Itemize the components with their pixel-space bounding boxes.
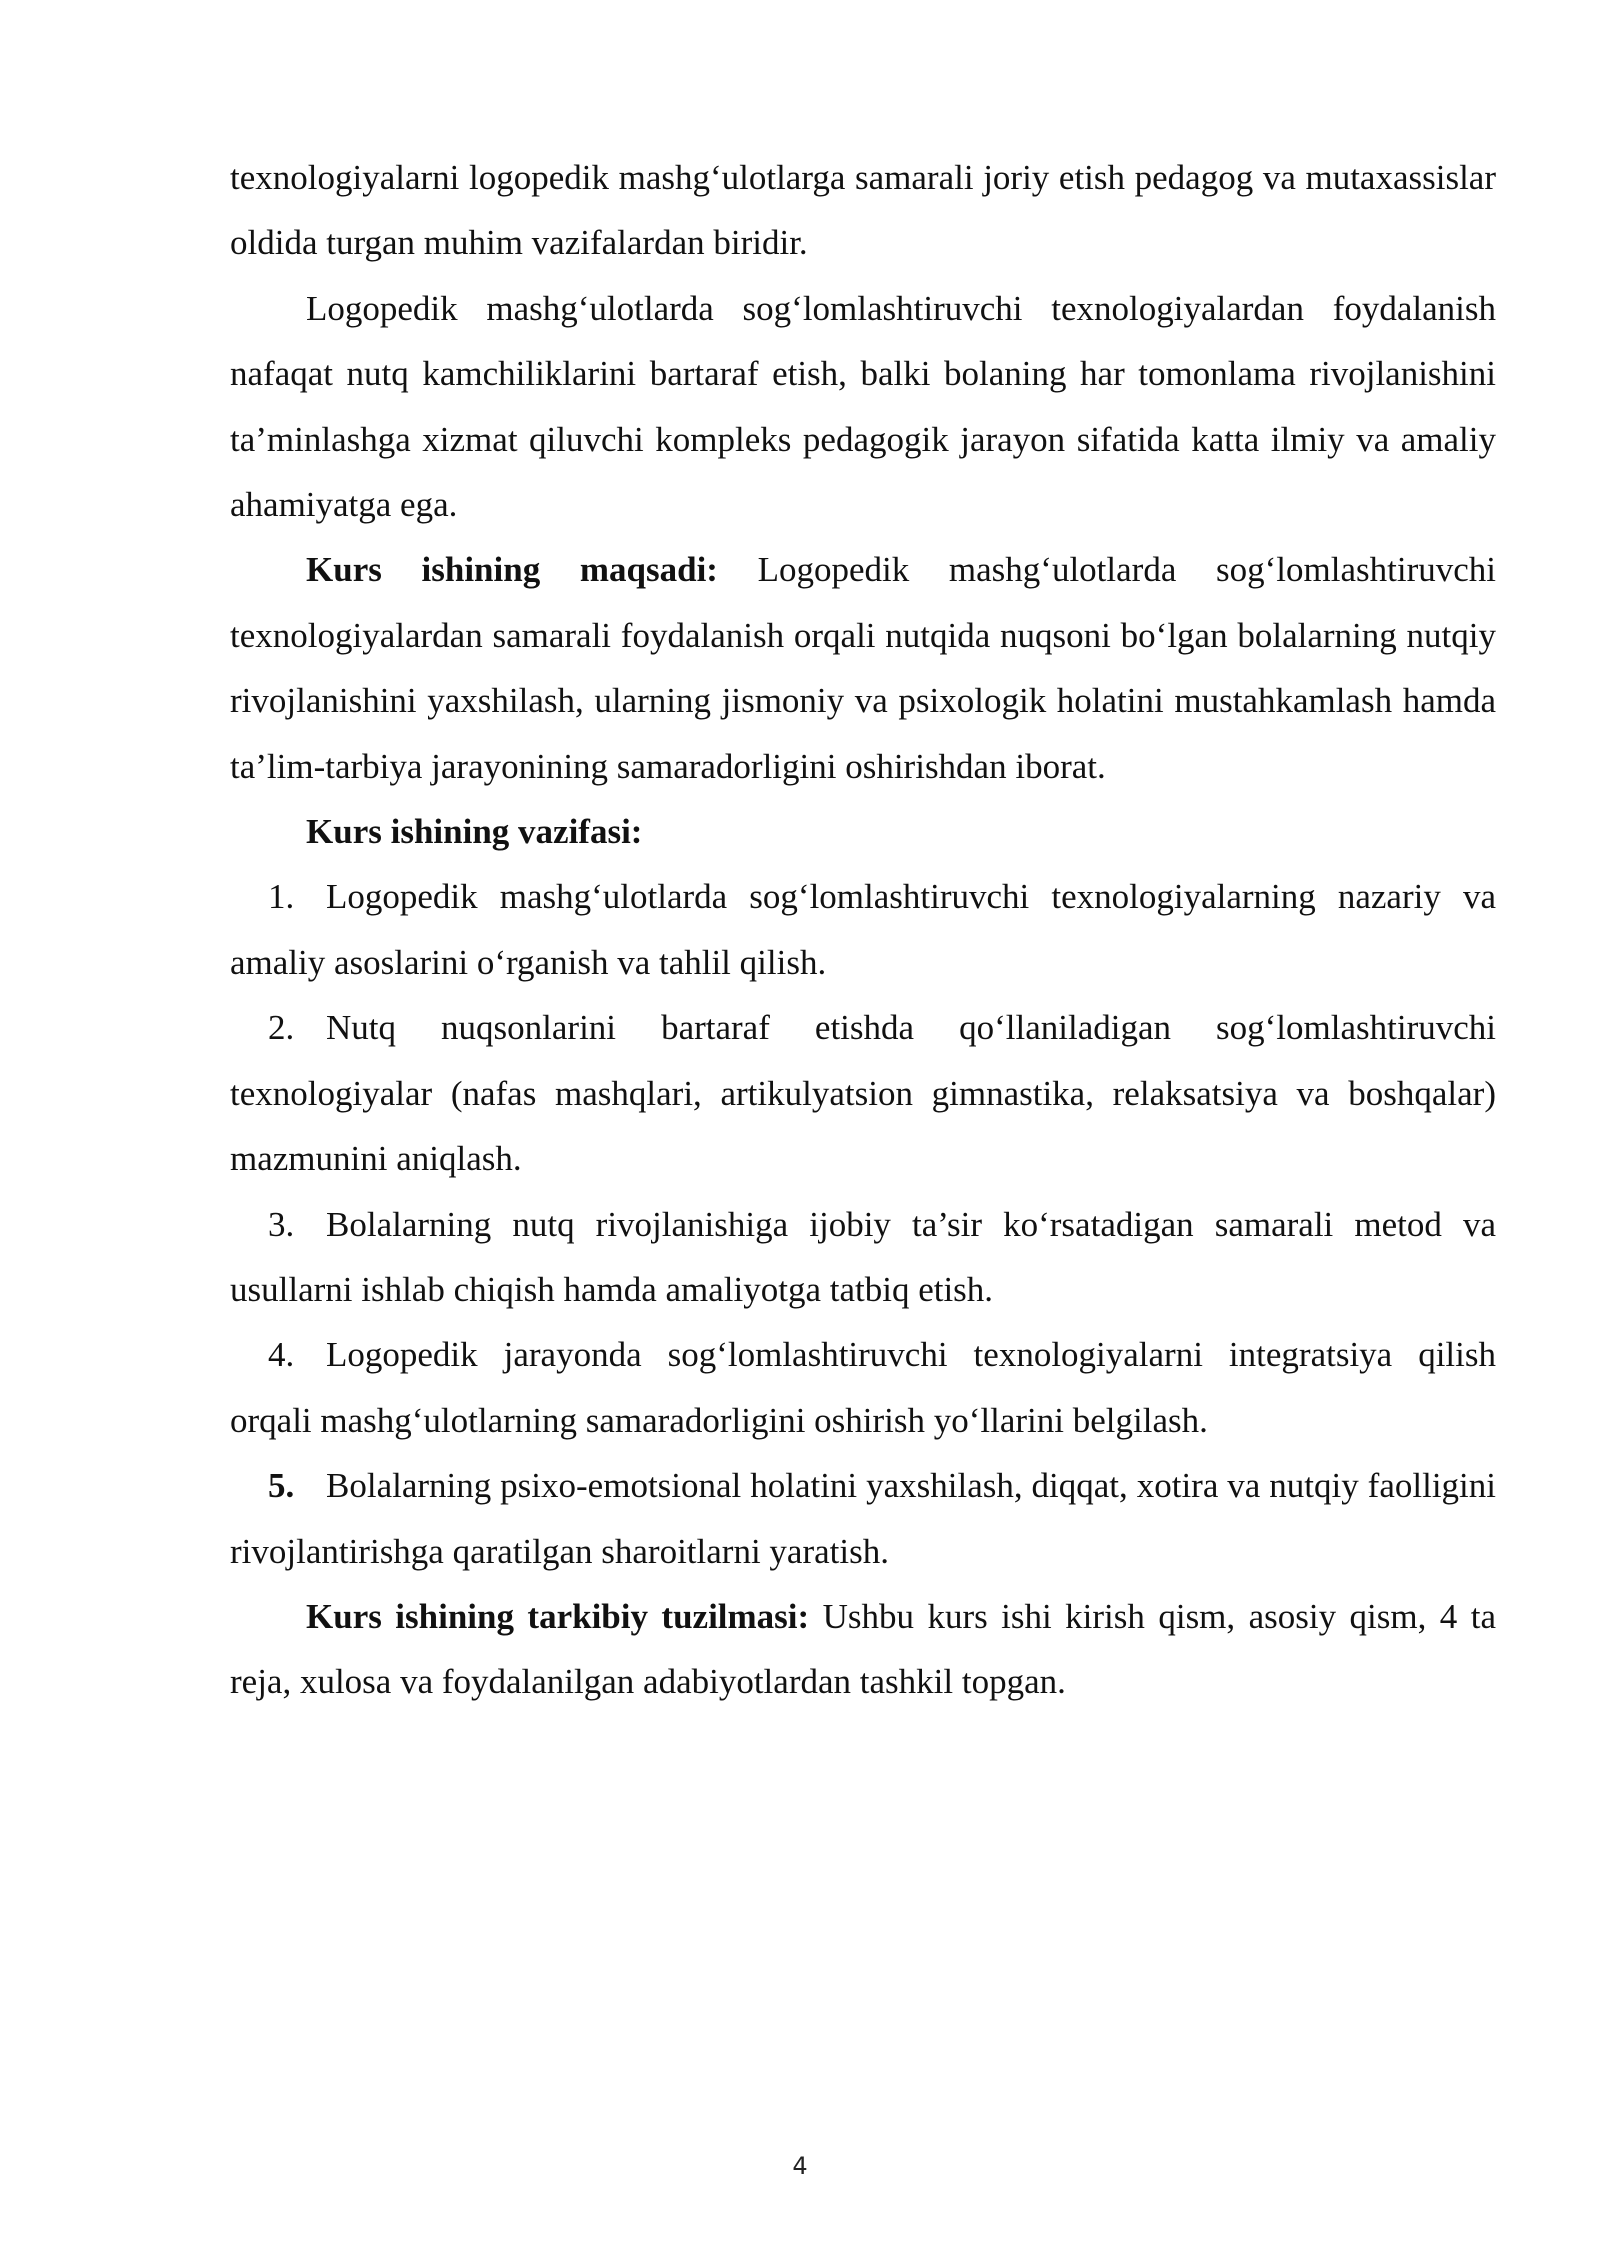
task-text: Bolalarning psixo-emotsional holatini yaxshilash, diqqat, xotira va nutqiy faolligini rivojlantirishga qaratilgan sharoitlarni yaratish. [230,1466,1496,1571]
tasks-heading [230,799,1496,864]
task-item-2 [230,995,1496,1191]
task-number: 3. [268,1204,295,1244]
page-number: 4 [792,2152,808,2180]
task-number: 2. [268,1008,295,1048]
task-text: Logopedik jarayonda sog‘lomlashtiruvchi texnologiyalarni integratsiya qilish orqali mashg‘ulotlarning samaradorligini oshirish yo‘llarini belgilash. [230,1335,1496,1440]
task-text: Nutq nuqsonlarini bartaraf etishda qo‘llaniladigan sog‘lomlashtiruvchi texnologiyalar (nafas mashqlari, artikulyatsion gimnastika, relaksatsiya va boshqalar) mazmunini aniqlash. [230,1008,1496,1179]
task-item-5 [230,1453,1496,1584]
goal-label: Kurs ishining maqsadi: [306,550,718,590]
tasks-heading-label: Kurs ishining vazifasi: [306,812,643,852]
paragraph-structure [230,1584,1496,1715]
task-text: Bolalarning nutq rivojlanishiga ijobiy ta’sir ko‘rsatadigan samarali metod va usullarni ishlab chiqish hamda amaliyotga tatbiq etish. [230,1204,1496,1309]
task-item-1 [230,864,1496,995]
paragraph-goal [230,537,1496,799]
paragraph-relevance: Logopedik mashg‘ulotlarda sog‘lomlashtiruvchi texnologiyalardan foydalanish nafaqat nutq kamchiliklarini bartaraf etish, balki bolaning har tomonlama rivojlanishini ta’minlashga xizmat qiluvchi kompleks pedagogik jarayon sifatida katta ilmiy va amaliy ahamiyatga ega. [230,288,1496,525]
task-number: 1. [268,877,295,917]
structure-label: Kurs ishining tarkibiy tuzilmasi: [306,1596,810,1636]
task-item-3 [230,1192,1496,1323]
structure-text: Ushbu kurs ishi kirish qism, asosiy qism, 4 ta reja, xulosa va foydalanilgan adabiyotlardan tashkil topgan. [230,1596,1496,1702]
task-text: Logopedik mashg‘ulotlarda sog‘lomlashtiruvchi texnologiyalarning nazariy va amaliy asoslarini o‘rganish va tahlil qilish. [230,877,1496,982]
document-page [230,145,1496,1715]
task-item-4 [230,1322,1496,1453]
goal-text: Logopedik mashg‘ulotlarda sog‘lomlashtiruvchi texnologiyalardan samarali foydalanish orqali nutqida nuqsoni bo‘lgan bolalarning nutqiy rivojlanishini yaxshilash, ularning jismoniy va psixologik holatini mustahkamlash hamda ta’lim-tarbiya jarayonining samaradorligini oshirishdan iborat. [230,550,1496,786]
task-number: 4. [268,1335,295,1375]
task-number: 5. [268,1466,295,1506]
paragraph-intro-continuation: texnologiyalarni logopedik mashg‘ulotlarga samarali joriy etish pedagog va mutaxassislar oldida turgan muhim vazifalardan biridir. [230,158,1496,263]
